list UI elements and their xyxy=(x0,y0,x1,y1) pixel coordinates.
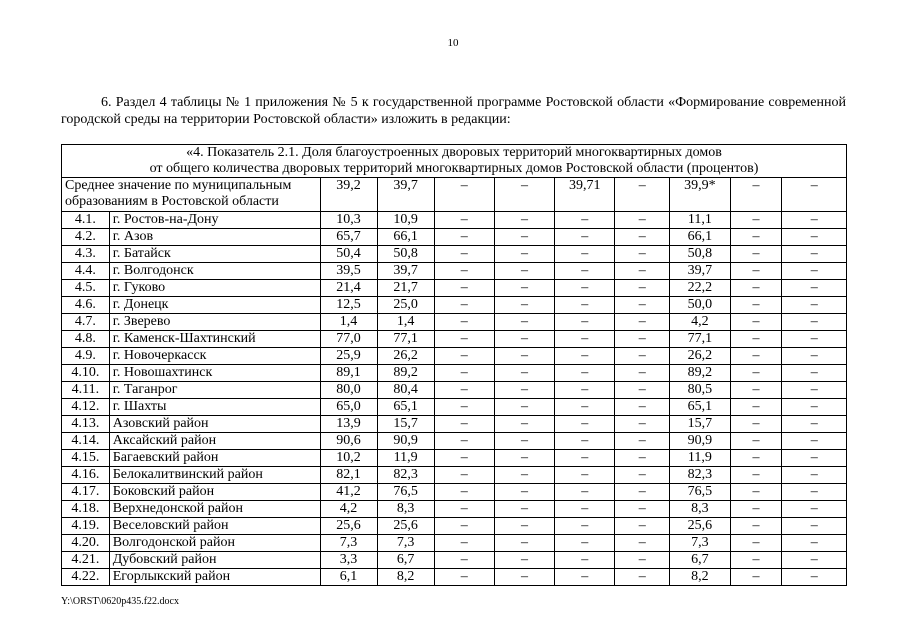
value-cell: 50,8 xyxy=(377,246,434,263)
value-cell: 77,1 xyxy=(670,331,730,348)
value-cell: – xyxy=(434,314,494,331)
value-cell: – xyxy=(615,229,670,246)
value-cell: 50,8 xyxy=(670,246,730,263)
municipality-name: Верхнедонской район xyxy=(109,501,320,518)
value-cell: 50,4 xyxy=(320,246,377,263)
value-cell: – xyxy=(494,433,554,450)
row-number: 4.7. xyxy=(62,314,110,331)
value-cell: – xyxy=(434,467,494,484)
value-cell: 13,9 xyxy=(320,416,377,433)
value-cell: – xyxy=(782,535,847,552)
value-cell: – xyxy=(730,416,782,433)
value-cell: 11,1 xyxy=(670,212,730,229)
municipality-name: Дубовский район xyxy=(109,552,320,569)
municipality-name: г. Зверево xyxy=(109,314,320,331)
municipality-name: Аксайский район xyxy=(109,433,320,450)
row-number: 4.14. xyxy=(62,433,110,450)
file-path-footer: Y:\ORST\0620p435.f22.docx xyxy=(61,596,179,607)
value-cell: – xyxy=(434,399,494,416)
value-cell: 10,2 xyxy=(320,450,377,467)
value-cell: – xyxy=(782,263,847,280)
value-cell: – xyxy=(730,467,782,484)
municipality-name: г. Азов xyxy=(109,229,320,246)
value-cell: – xyxy=(730,297,782,314)
table-row xyxy=(62,416,847,433)
page-number: 10 xyxy=(447,37,459,49)
table-row xyxy=(62,314,847,331)
value-cell: 1,4 xyxy=(320,314,377,331)
value-cell: – xyxy=(615,552,670,569)
table-header xyxy=(62,145,847,178)
municipality-name: г. Каменск-Шахтинский xyxy=(109,331,320,348)
value-cell: – xyxy=(615,246,670,263)
indicator-table xyxy=(61,144,847,586)
value-cell: – xyxy=(494,535,554,552)
value-cell: – xyxy=(434,501,494,518)
value-cell: – xyxy=(615,416,670,433)
value-cell: – xyxy=(555,433,615,450)
row-number: 4.18. xyxy=(62,501,110,518)
value-cell: 1,4 xyxy=(377,314,434,331)
value-cell: 89,2 xyxy=(670,365,730,382)
value-cell: – xyxy=(615,433,670,450)
value-cell: – xyxy=(615,280,670,297)
value-cell: 89,1 xyxy=(320,365,377,382)
municipality-name: Егорлыкский район xyxy=(109,569,320,586)
row-number: 4.20. xyxy=(62,535,110,552)
value-cell: – xyxy=(494,314,554,331)
value-cell: – xyxy=(555,246,615,263)
table-row xyxy=(62,450,847,467)
value-cell: – xyxy=(555,382,615,399)
value-cell: – xyxy=(555,297,615,314)
municipality-name: г. Батайск xyxy=(109,246,320,263)
value-cell: 76,5 xyxy=(670,484,730,501)
table-row xyxy=(62,518,847,535)
value-cell: – xyxy=(615,569,670,586)
value-cell: 26,2 xyxy=(377,348,434,365)
value-cell: – xyxy=(555,552,615,569)
table-row xyxy=(62,365,847,382)
value-cell: 80,4 xyxy=(377,382,434,399)
table-row xyxy=(62,246,847,263)
value-cell: – xyxy=(615,178,670,212)
value-cell: – xyxy=(730,331,782,348)
value-cell: 3,3 xyxy=(320,552,377,569)
value-cell: – xyxy=(730,382,782,399)
value-cell: – xyxy=(615,297,670,314)
value-cell: – xyxy=(615,382,670,399)
value-cell: – xyxy=(434,212,494,229)
value-cell: – xyxy=(434,365,494,382)
value-cell: – xyxy=(555,450,615,467)
value-cell: 10,3 xyxy=(320,212,377,229)
value-cell: – xyxy=(555,535,615,552)
value-cell: – xyxy=(434,416,494,433)
value-cell: 82,1 xyxy=(320,467,377,484)
municipality-name: г. Таганрог xyxy=(109,382,320,399)
table-row xyxy=(62,535,847,552)
municipality-name: Веселовский район xyxy=(109,518,320,535)
value-cell: 89,2 xyxy=(377,365,434,382)
municipality-name: г. Гуково xyxy=(109,280,320,297)
value-cell: – xyxy=(615,314,670,331)
value-cell: 25,6 xyxy=(670,518,730,535)
value-cell: – xyxy=(782,569,847,586)
value-cell: 65,0 xyxy=(320,399,377,416)
value-cell: – xyxy=(782,348,847,365)
row-number: 4.5. xyxy=(62,280,110,297)
value-cell: – xyxy=(494,297,554,314)
table-row xyxy=(62,297,847,314)
value-cell: – xyxy=(555,365,615,382)
value-cell: – xyxy=(730,484,782,501)
value-cell: – xyxy=(782,501,847,518)
value-cell: – xyxy=(615,365,670,382)
table-header-line1: «4. Показатель 2.1. Доля благоустроенных дворовых территорий многоквартирных домов xyxy=(186,145,722,160)
row-number: 4.12. xyxy=(62,399,110,416)
municipality-name: г. Волгодонск xyxy=(109,263,320,280)
value-cell: 39,7 xyxy=(670,263,730,280)
municipality-name: Азовский район xyxy=(109,416,320,433)
value-cell: 90,9 xyxy=(377,433,434,450)
value-cell: 6,1 xyxy=(320,569,377,586)
value-cell: 76,5 xyxy=(377,484,434,501)
table-row xyxy=(62,433,847,450)
row-number: 4.4. xyxy=(62,263,110,280)
row-number: 4.21. xyxy=(62,552,110,569)
value-cell: – xyxy=(555,467,615,484)
table-row xyxy=(62,501,847,518)
value-cell: – xyxy=(615,467,670,484)
value-cell: 65,1 xyxy=(670,399,730,416)
table-header-line2: от общего количества дворовых территорий многоквартирных домов Ростовской области (процентов) xyxy=(149,161,759,176)
value-cell: – xyxy=(555,569,615,586)
row-number: 4.8. xyxy=(62,331,110,348)
value-cell: 25,6 xyxy=(320,518,377,535)
value-cell: – xyxy=(494,416,554,433)
value-cell: – xyxy=(782,314,847,331)
value-cell: – xyxy=(730,178,782,212)
value-cell: 12,5 xyxy=(320,297,377,314)
value-cell: – xyxy=(434,348,494,365)
value-cell: – xyxy=(434,518,494,535)
value-cell: – xyxy=(434,552,494,569)
value-cell: – xyxy=(782,229,847,246)
row-number: 4.17. xyxy=(62,484,110,501)
value-cell: – xyxy=(782,382,847,399)
value-cell: – xyxy=(615,348,670,365)
value-cell: 8,3 xyxy=(377,501,434,518)
value-cell: 90,6 xyxy=(320,433,377,450)
value-cell: 77,1 xyxy=(377,331,434,348)
value-cell: 10,9 xyxy=(377,212,434,229)
row-number: 4.9. xyxy=(62,348,110,365)
value-cell: 66,1 xyxy=(377,229,434,246)
table-row xyxy=(62,229,847,246)
value-cell: 65,1 xyxy=(377,399,434,416)
table-row xyxy=(62,212,847,229)
value-cell: 22,2 xyxy=(670,280,730,297)
value-cell: – xyxy=(730,263,782,280)
average-row xyxy=(62,178,847,212)
value-cell: – xyxy=(555,280,615,297)
value-cell: – xyxy=(615,535,670,552)
value-cell: 26,2 xyxy=(670,348,730,365)
value-cell: – xyxy=(494,280,554,297)
value-cell: 21,7 xyxy=(377,280,434,297)
value-cell: – xyxy=(730,535,782,552)
value-cell: – xyxy=(494,365,554,382)
value-cell: 11,9 xyxy=(670,450,730,467)
value-cell: – xyxy=(615,484,670,501)
value-cell: – xyxy=(555,416,615,433)
value-cell: – xyxy=(555,501,615,518)
table-row xyxy=(62,399,847,416)
row-number: 4.15. xyxy=(62,450,110,467)
value-cell: – xyxy=(434,535,494,552)
value-cell: – xyxy=(434,297,494,314)
municipality-name: г. Новошахтинск xyxy=(109,365,320,382)
value-cell: – xyxy=(730,365,782,382)
row-number: 4.1. xyxy=(62,212,110,229)
value-cell: – xyxy=(494,382,554,399)
municipality-name: г. Новочеркасск xyxy=(109,348,320,365)
value-cell: – xyxy=(434,331,494,348)
value-cell: – xyxy=(494,501,554,518)
value-cell: – xyxy=(782,246,847,263)
value-cell: – xyxy=(730,314,782,331)
value-cell: 50,0 xyxy=(670,297,730,314)
value-cell: – xyxy=(782,365,847,382)
value-cell: – xyxy=(434,569,494,586)
value-cell: 8,2 xyxy=(377,569,434,586)
value-cell: – xyxy=(730,433,782,450)
value-cell: – xyxy=(782,518,847,535)
value-cell: – xyxy=(782,212,847,229)
value-cell: 4,2 xyxy=(670,314,730,331)
value-cell: – xyxy=(434,178,494,212)
value-cell: – xyxy=(730,518,782,535)
value-cell: 15,7 xyxy=(670,416,730,433)
table-row xyxy=(62,552,847,569)
value-cell: – xyxy=(434,263,494,280)
value-cell: 41,2 xyxy=(320,484,377,501)
row-number: 4.3. xyxy=(62,246,110,263)
value-cell: – xyxy=(494,263,554,280)
value-cell: 80,5 xyxy=(670,382,730,399)
value-cell: – xyxy=(555,229,615,246)
value-cell: – xyxy=(434,280,494,297)
value-cell: – xyxy=(494,552,554,569)
value-cell: – xyxy=(494,178,554,212)
average-label: Среднее значение по муниципальным образованиям в Ростовской области xyxy=(62,178,321,212)
value-cell: – xyxy=(555,263,615,280)
value-cell: – xyxy=(494,467,554,484)
row-number: 4.6. xyxy=(62,297,110,314)
table-row xyxy=(62,280,847,297)
table-header-row xyxy=(62,145,847,178)
value-cell: 7,3 xyxy=(670,535,730,552)
value-cell: – xyxy=(555,518,615,535)
row-number: 4.19. xyxy=(62,518,110,535)
value-cell: 82,3 xyxy=(377,467,434,484)
value-cell: – xyxy=(555,348,615,365)
value-cell: – xyxy=(434,450,494,467)
value-cell: 7,3 xyxy=(377,535,434,552)
value-cell: – xyxy=(730,450,782,467)
row-number: 4.2. xyxy=(62,229,110,246)
value-cell: 39,7 xyxy=(377,178,434,212)
value-cell: – xyxy=(615,212,670,229)
value-cell: – xyxy=(434,484,494,501)
municipality-name: Багаевский район xyxy=(109,450,320,467)
value-cell: – xyxy=(555,212,615,229)
value-cell: – xyxy=(615,501,670,518)
value-cell: – xyxy=(782,178,847,212)
value-cell: 39,71 xyxy=(555,178,615,212)
value-cell: – xyxy=(782,467,847,484)
value-cell: – xyxy=(782,331,847,348)
value-cell: – xyxy=(434,229,494,246)
value-cell: 25,9 xyxy=(320,348,377,365)
value-cell: – xyxy=(730,348,782,365)
value-cell: 25,0 xyxy=(377,297,434,314)
value-cell: 77,0 xyxy=(320,331,377,348)
value-cell: 39,5 xyxy=(320,263,377,280)
value-cell: 80,0 xyxy=(320,382,377,399)
value-cell: – xyxy=(782,433,847,450)
value-cell: – xyxy=(555,314,615,331)
value-cell: – xyxy=(434,246,494,263)
value-cell: – xyxy=(555,484,615,501)
table-row xyxy=(62,348,847,365)
value-cell: 82,3 xyxy=(670,467,730,484)
value-cell: 6,7 xyxy=(377,552,434,569)
value-cell: – xyxy=(730,501,782,518)
municipality-name: г. Шахты xyxy=(109,399,320,416)
value-cell: – xyxy=(494,212,554,229)
municipality-name: Боковский район xyxy=(109,484,320,501)
value-cell: – xyxy=(494,229,554,246)
value-cell: – xyxy=(494,331,554,348)
value-cell: – xyxy=(730,280,782,297)
value-cell: – xyxy=(615,518,670,535)
value-cell: 7,3 xyxy=(320,535,377,552)
value-cell: 11,9 xyxy=(377,450,434,467)
table-row xyxy=(62,484,847,501)
value-cell: – xyxy=(782,399,847,416)
table-row xyxy=(62,382,847,399)
value-cell: – xyxy=(782,280,847,297)
table-row xyxy=(62,569,847,586)
municipality-name: Белокалитвинский район xyxy=(109,467,320,484)
value-cell: 90,9 xyxy=(670,433,730,450)
value-cell: 39,9* xyxy=(670,178,730,212)
value-cell: – xyxy=(782,552,847,569)
value-cell: – xyxy=(730,229,782,246)
value-cell: 66,1 xyxy=(670,229,730,246)
municipality-name: г. Донецк xyxy=(109,297,320,314)
value-cell: – xyxy=(494,246,554,263)
value-cell: – xyxy=(730,552,782,569)
value-cell: – xyxy=(782,484,847,501)
municipality-name: Волгодонской район xyxy=(109,535,320,552)
table-row xyxy=(62,331,847,348)
value-cell: – xyxy=(782,416,847,433)
value-cell: – xyxy=(434,433,494,450)
value-cell: 65,7 xyxy=(320,229,377,246)
value-cell: – xyxy=(494,569,554,586)
value-cell: – xyxy=(555,399,615,416)
municipality-name: г. Ростов-на-Дону xyxy=(109,212,320,229)
value-cell: – xyxy=(615,263,670,280)
value-cell: – xyxy=(494,518,554,535)
table-row xyxy=(62,263,847,280)
value-cell: 4,2 xyxy=(320,501,377,518)
row-number: 4.16. xyxy=(62,467,110,484)
value-cell: – xyxy=(494,399,554,416)
value-cell: 25,6 xyxy=(377,518,434,535)
table-row xyxy=(62,467,847,484)
value-cell: – xyxy=(615,399,670,416)
value-cell: – xyxy=(434,382,494,399)
value-cell: – xyxy=(730,569,782,586)
value-cell: – xyxy=(782,450,847,467)
value-cell: 8,2 xyxy=(670,569,730,586)
row-number: 4.11. xyxy=(62,382,110,399)
value-cell: – xyxy=(494,484,554,501)
value-cell: – xyxy=(555,331,615,348)
value-cell: 39,2 xyxy=(320,178,377,212)
row-number: 4.22. xyxy=(62,569,110,586)
value-cell: – xyxy=(782,297,847,314)
value-cell: – xyxy=(494,450,554,467)
value-cell: 15,7 xyxy=(377,416,434,433)
value-cell: 21,4 xyxy=(320,280,377,297)
value-cell: 8,3 xyxy=(670,501,730,518)
intro-paragraph: 6. Раздел 4 таблицы № 1 приложения № 5 к государственной программе Ростовской области «Формирование современной городской среды на территории Ростовской области» изложить в редакции: xyxy=(61,95,846,127)
value-cell: – xyxy=(730,399,782,416)
row-number: 4.13. xyxy=(62,416,110,433)
value-cell: – xyxy=(494,348,554,365)
value-cell: – xyxy=(730,212,782,229)
value-cell: – xyxy=(615,450,670,467)
value-cell: 39,7 xyxy=(377,263,434,280)
row-number: 4.10. xyxy=(62,365,110,382)
value-cell: – xyxy=(730,246,782,263)
value-cell: 6,7 xyxy=(670,552,730,569)
value-cell: – xyxy=(615,331,670,348)
